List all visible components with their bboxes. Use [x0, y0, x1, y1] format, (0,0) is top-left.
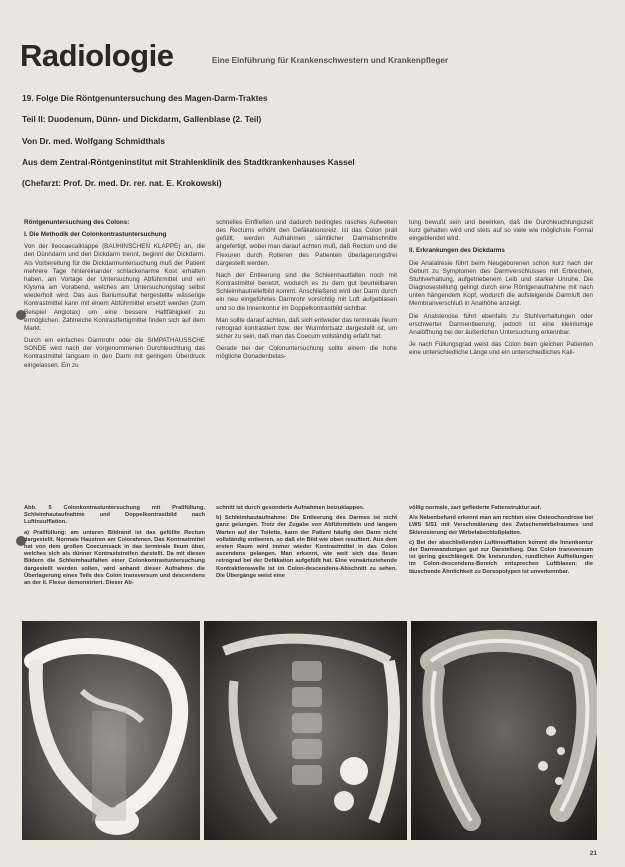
text-column-1 — [24, 219, 205, 496]
series-heading: 19. Folge Die Röntgenuntersuchung des Magen-Darm-Traktes — [22, 93, 268, 103]
caption-text: a) Prallfüllung: am unteren Bildrand ist das gefüllte Rectum dargestellt. Normale Haustren am Colorahmen. Das Kontrastmittel hat von dem großen Coecumsack in das terminale Ileum über, welches sich als dünner Kontraststreifen darstellt. Da mit diesen Bildern die Schleimhautfalten einer Colonkontrastuntersuchung dargestellt werden sollen, wird anhand dieser Aufnahme die Überlagerung eines Teils des Colon transversum und descendens an der li. Flexur demonstriert. Dieser Ab- — [24, 529, 205, 587]
paragraph: Nach der Entleerung sind die Schleimhautfalten noch mit Kontrastmittel benetzt, wodurch es zu dem gut beurteilbaren Schleimhautreliefbild kommt. Anschließend wird der Darm durch ein neu eingeführtes Darmrohr vorsichtig mit Luft aufgeblasen und so die Innenkontur im Doppelkontrastbild sichtbar. — [216, 271, 397, 312]
caption-text: schnitt ist durch gesonderte Aufnahmen beizuklappen. — [216, 505, 365, 511]
paragraph: Man sollte darauf achten, daß sich entweder das terminale Ileum retrograd kontrastiert bzw. der Wurmfortsatz dargestellt ist, um sicher zu sein, daß man das Coecum vollständig erfaßt hat. — [216, 316, 397, 341]
paragraph: tung bewußt sein und bewirken, daß die Durchleuchtungszeit kurz gehalten wird und stets auf so viele wie möglichste Formal eingeblendet wird. — [409, 219, 593, 243]
text-column-2 — [216, 219, 397, 496]
figure-caption-3 — [409, 505, 593, 617]
brand-title: Radiologie — [20, 38, 174, 73]
paragraph: Die Analatresie führt beim Neugeborenen schon kurz nach der Geburt zu Symptomen des Darmverschlusses mit Erbrechen, Stuhlverhaltung, aufgetriebenem Leib und starker Unruhe. Die Diagnosestellung gelingt durch eine Röntgenaufnahme mit nach unten hängendem Kopf, wodurch die aufsteigende Darmluft den Membranverschluß in Analhöhe anzeigt. — [409, 259, 593, 308]
author-line: Von Dr. med. Wolfgang Schmidthals — [22, 136, 166, 146]
chief-line: (Chefarzt: Prof. Dr. med. Dr. rer. nat. E. Krokowski) — [22, 178, 222, 188]
subsection-heading: I. Die Methodik der Colonkontrastuntersuchung — [24, 231, 167, 239]
paragraph: Von der Ileocaecalklappe (BAUHINSCHEN KLAPPE) an, die den Dünndarm und den Dickdarm trennt, beginnt der Dickdarm. Als Vorbereitung für die Dickdarmuntersuchung muß der Patient mehrere Tage hintereinander schlackenarme Kost erhalten haben, am Vortage der Untersuchung Abführmittel und ein Klysma am Vorabend, welches am Untersuchungstag selbst wiederholt wird. Das aus Bariumsulfat hergestellte wässerige Kontrastmittel kann mit einem Abführmittel ersetzt werden (zum Beispiel Angiotax) um eine bessere Haftfähigkeit zu ermöglichen. Zahlreiche Kontrastfertigmittel finden sich auf dem Markt. — [24, 243, 205, 332]
caption-text: Als Nebenbefund erkennt man am rechten eine Osteochondrose bei LWS 5/S1 mit Verschmälerung des Zwischenwirbelraumes und Sklerosierung der Wirbelabschlußplatten. — [409, 515, 593, 536]
xray-image-b — [204, 621, 407, 840]
institution-line: Aus dem Zentral-Röntgeninstitut mit Strahlenklinik des Stadtkrankenhauses Kassel — [22, 157, 355, 167]
xray-image-a — [22, 621, 200, 840]
paragraph: Durch ein einfaches Darmrohr oder die SIMPATHAUSSCHE SONDE wird nach der vorgenommenen Durchleuchtung das Kontrastmittel langsam in den Darm mit geringem Überdruck eingelassen. Ein zu — [24, 337, 205, 369]
subsection-heading: II. Erkrankungen des Dickdarms — [409, 247, 505, 255]
section-heading: Röntgenuntersuchung des Colons: — [24, 219, 130, 226]
caption-text: völlig normale, zart gefiederte Faltenstruktur auf. — [409, 505, 542, 511]
part-heading: Teil II: Duodenum, Dünn- und Dickdarm, Gallenblase (2. Teil) — [22, 114, 262, 124]
xray-image-c — [411, 621, 597, 840]
caption-text: c) Bei der abschließenden Luftinsufflation kommt die Innenkontur der Darmwandungen gut zur Darstellung. Das Colon transversum ist gering geschlängelt. Die kreisrunden, rundlichen Aufhellungen im Colon-descendens-Bereich entsprechen Luftblasen; die täuschende Ähnlichkeit zu Dorsopolypen ist unverkennbar. — [409, 539, 593, 575]
paragraph: Gerade bei der Colonuntersuchung sollte einem die hohe mögliche Gonadenbelas- — [216, 345, 397, 361]
caption-text: b) Schleimhautaufnahme: Die Entleerung des Darmes ist nicht ganz gelungen. Trotz der Zugabe von Abführmitteln und langem Warten auf der Toilette, kann der Patient häufig den Darm nicht vollständig entleeren, so daß ein Bild wie oben resultiert. Aus dem ersten Raum wird immer wieder Kontrastmittel in das Colon ascendens gelangen. Man erkennt, wie weit sich das Ileum retrograd bei der Defäkation aufgefüllt hat. Eine vorwärtsziehende Kontraktionswelle ist im Colon-descendens-Abschnitt zu sehen. Die Übergänge weist eine — [216, 515, 397, 579]
page-number: 21 — [589, 850, 597, 857]
paragraph: schnelles Einfließen und dadurch bedingtes rasches Aufweiten des Rectums erhöht den Defäkationsreiz. Ist das Colon prall gefüllt, werden Aufnahmen sämtlicher Darmabschnitte angefertigt, wobei man darauf achten muß, daß Rectum und die Flexuren durch Rotieren des Patienten überlagerungsfrei dargestellt werden. — [216, 219, 397, 267]
figure-caption-1 — [24, 505, 205, 617]
caption-text: Abb. 5 Colonkontrastuntersuchung mit Prallfüllung, Schleimhautaufnahme und Doppelkontrastbild nach Luftinsufflation. — [24, 505, 205, 526]
paragraph: Die Analstenose führt ebenfalls zu Stuhlverhaltungen oder erschwerter Darmentleerung, jedoch ist eine kleinlumige Analöffnung bei der äußerlichen Untersuchung erkennbar. — [409, 312, 593, 336]
paragraph: Je nach Füllungsgrad weist das Colon beim gleichen Patienten eine unterschiedliche Länge und ein unterschiedliches Kali- — [409, 341, 593, 357]
brand-tagline: Eine Einführung für Krankenschwestern und Krankenpfleger — [212, 56, 449, 65]
figure-caption-2 — [216, 505, 397, 617]
text-column-3 — [409, 219, 593, 496]
